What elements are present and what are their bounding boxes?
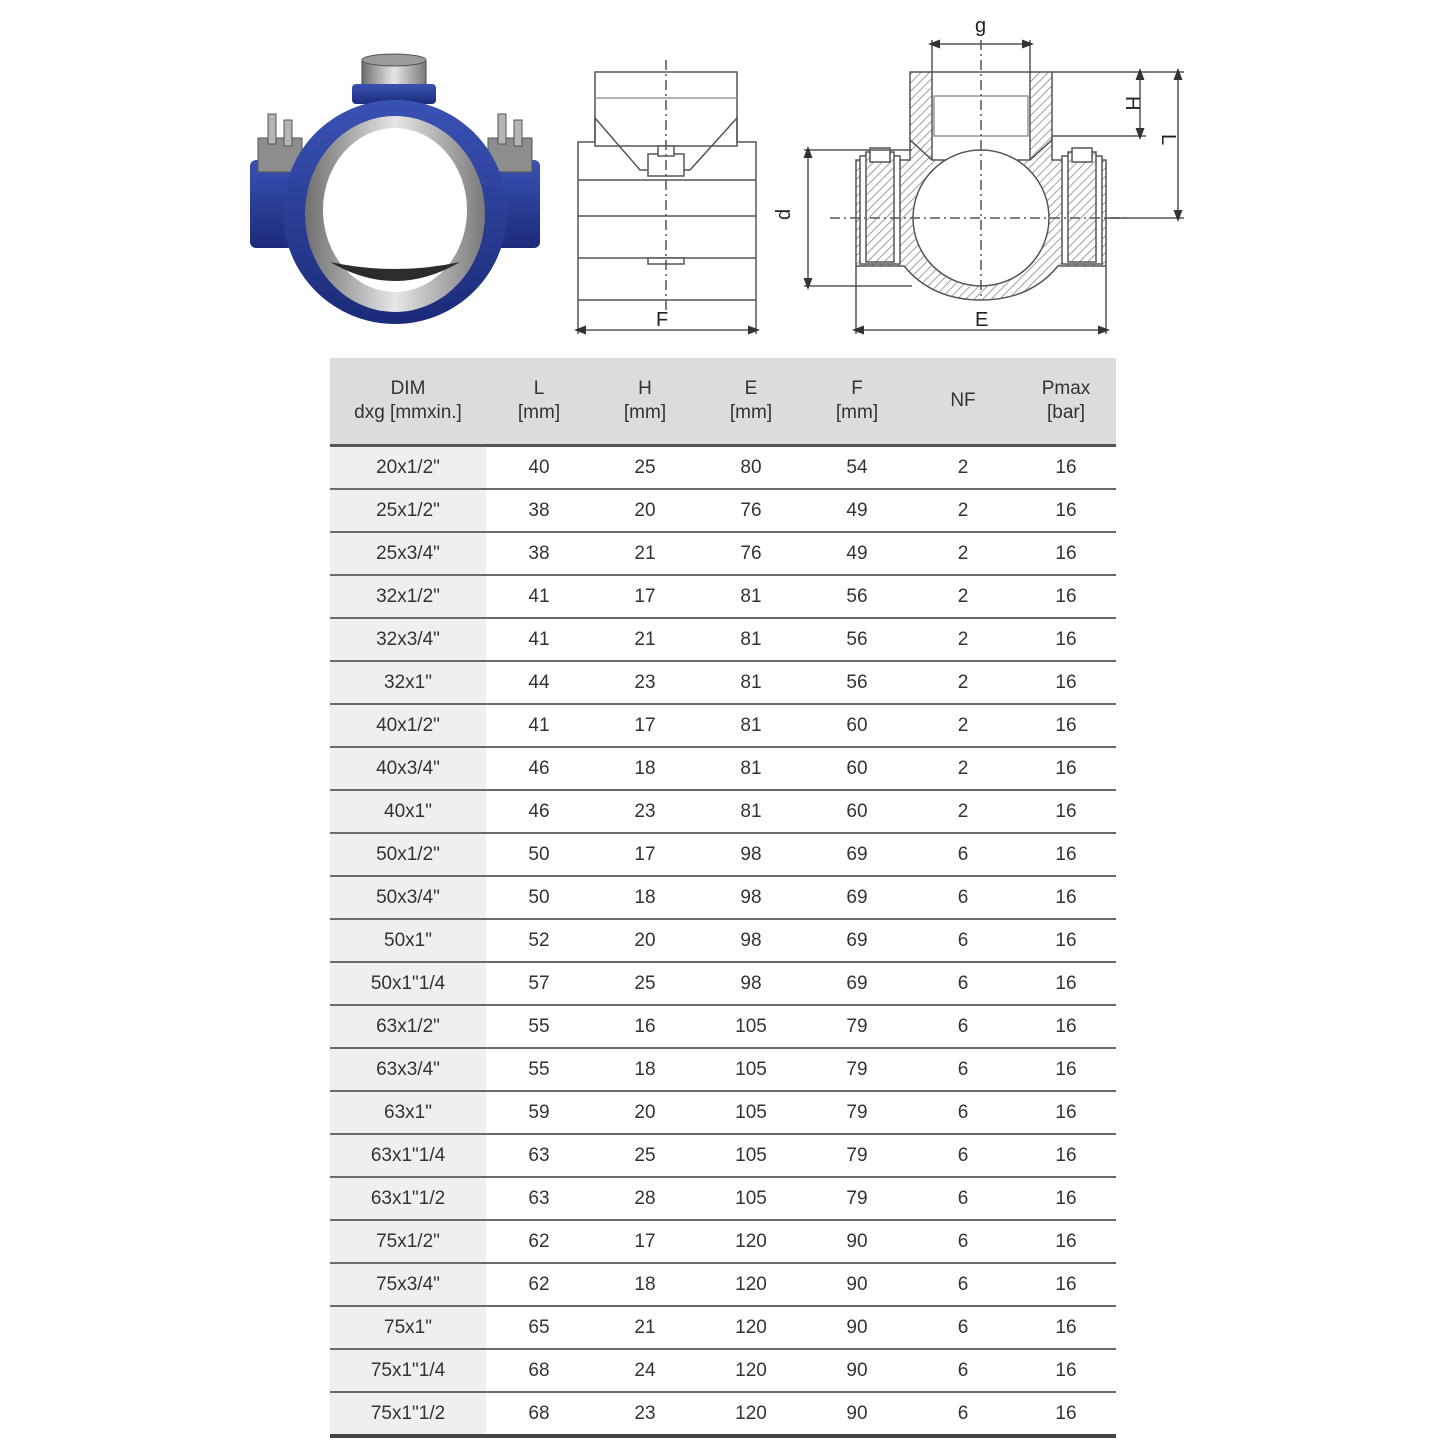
table-cell: 16 — [1016, 661, 1116, 704]
table-cell: 79 — [804, 1005, 910, 1048]
table-cell: 17 — [592, 833, 698, 876]
table-cell: 20 — [592, 919, 698, 962]
dimensions-table — [330, 358, 1116, 1438]
figure-svg — [0, 0, 1445, 350]
table-cell: 16 — [1016, 747, 1116, 790]
table-cell: 16 — [1016, 446, 1116, 490]
dim-label-h: H — [1121, 96, 1143, 111]
table-cell: 2 — [910, 489, 1016, 532]
table-cell: 98 — [698, 919, 804, 962]
table-cell: 6 — [910, 1005, 1016, 1048]
table-row — [330, 489, 1116, 532]
table-cell: 16 — [1016, 962, 1116, 1005]
table-row — [330, 1134, 1116, 1177]
cell-dim: 20x1/2" — [330, 446, 486, 490]
table-cell: 46 — [486, 790, 592, 833]
table-cell: 6 — [910, 876, 1016, 919]
table-cell: 120 — [698, 1306, 804, 1349]
table-cell: 16 — [1016, 618, 1116, 661]
cell-dim: 32x1/2" — [330, 575, 486, 618]
header-f: F [mm] — [804, 358, 910, 446]
table-cell: 55 — [486, 1005, 592, 1048]
table-row — [330, 1306, 1116, 1349]
table-row — [330, 962, 1116, 1005]
table-cell: 23 — [592, 661, 698, 704]
table-row — [330, 532, 1116, 575]
cell-dim: 63x3/4" — [330, 1048, 486, 1091]
section-view-drawing — [804, 40, 1184, 334]
table-cell: 6 — [910, 1306, 1016, 1349]
table-cell: 79 — [804, 1134, 910, 1177]
table-cell: 80 — [698, 446, 804, 490]
table-cell: 57 — [486, 962, 592, 1005]
header-e: E [mm] — [698, 358, 804, 446]
clamp-photo — [250, 54, 540, 324]
table-cell: 90 — [804, 1263, 910, 1306]
cell-dim: 40x1/2" — [330, 704, 486, 747]
table-cell: 50 — [486, 876, 592, 919]
cell-dim: 50x3/4" — [330, 876, 486, 919]
table-cell: 40 — [486, 446, 592, 490]
dim-label-e: E — [975, 309, 989, 331]
cell-dim: 63x1/2" — [330, 1005, 486, 1048]
table-cell: 120 — [698, 1349, 804, 1392]
dim-label-f: F — [656, 309, 669, 331]
table-row — [330, 704, 1116, 747]
table-cell: 16 — [1016, 1392, 1116, 1436]
table-cell: 81 — [698, 704, 804, 747]
table-cell: 23 — [592, 1392, 698, 1436]
table-cell: 69 — [804, 919, 910, 962]
cell-dim: 50x1/2" — [330, 833, 486, 876]
table-cell: 60 — [804, 747, 910, 790]
table-cell: 16 — [1016, 1306, 1116, 1349]
table-cell: 79 — [804, 1177, 910, 1220]
header-pmax: Pmax [bar] — [1016, 358, 1116, 446]
table-cell: 6 — [910, 962, 1016, 1005]
table-row — [330, 446, 1116, 490]
table-cell: 76 — [698, 489, 804, 532]
table-cell: 52 — [486, 919, 592, 962]
table-cell: 20 — [592, 1091, 698, 1134]
table-cell: 59 — [486, 1091, 592, 1134]
header-nf: NF — [910, 358, 1016, 446]
side-view-drawing — [578, 60, 756, 334]
header-dim: DIM dxg [mmxin.] — [330, 358, 486, 446]
table-cell: 56 — [804, 661, 910, 704]
table-cell: 63 — [486, 1134, 592, 1177]
table-cell: 16 — [1016, 1263, 1116, 1306]
table-row — [330, 661, 1116, 704]
cell-dim: 75x1" — [330, 1306, 486, 1349]
dim-label-d: d — [773, 208, 795, 220]
table-cell: 68 — [486, 1392, 592, 1436]
dim-label-l: L — [1157, 134, 1179, 146]
table-cell: 120 — [698, 1220, 804, 1263]
table-cell: 6 — [910, 919, 1016, 962]
cell-dim: 75x3/4" — [330, 1263, 486, 1306]
table-cell: 98 — [698, 833, 804, 876]
table-row — [330, 1048, 1116, 1091]
table-row — [330, 575, 1116, 618]
table-body — [330, 446, 1116, 1437]
table-cell: 6 — [910, 1392, 1016, 1436]
product-figure — [0, 0, 1445, 350]
table-cell: 6 — [910, 1134, 1016, 1177]
table-cell: 68 — [486, 1349, 592, 1392]
table-cell: 98 — [698, 962, 804, 1005]
table-cell: 16 — [1016, 833, 1116, 876]
table-cell: 81 — [698, 618, 804, 661]
table-cell: 2 — [910, 446, 1016, 490]
table-cell: 81 — [698, 790, 804, 833]
table-cell: 18 — [592, 876, 698, 919]
table-cell: 16 — [592, 1005, 698, 1048]
table-row — [330, 876, 1116, 919]
dim-label-g: g — [975, 15, 987, 37]
table-cell: 81 — [698, 575, 804, 618]
table-cell: 38 — [486, 532, 592, 575]
table-row — [330, 618, 1116, 661]
table-cell: 25 — [592, 446, 698, 490]
cell-dim: 75x1/2" — [330, 1220, 486, 1263]
table-cell: 18 — [592, 1263, 698, 1306]
table-cell: 62 — [486, 1263, 592, 1306]
table-cell: 2 — [910, 661, 1016, 704]
table-cell: 120 — [698, 1392, 804, 1436]
table-cell: 44 — [486, 661, 592, 704]
table-cell: 16 — [1016, 919, 1116, 962]
table-cell: 90 — [804, 1349, 910, 1392]
table-cell: 63 — [486, 1177, 592, 1220]
table-cell: 76 — [698, 532, 804, 575]
header-h: H [mm] — [592, 358, 698, 446]
table-row — [330, 833, 1116, 876]
table-cell: 98 — [698, 876, 804, 919]
table-cell: 2 — [910, 575, 1016, 618]
table-cell: 6 — [910, 1349, 1016, 1392]
table-cell: 69 — [804, 876, 910, 919]
table-cell: 56 — [804, 618, 910, 661]
table-row — [330, 747, 1116, 790]
table-cell: 25 — [592, 962, 698, 1005]
table-cell: 90 — [804, 1392, 910, 1436]
header-row — [330, 358, 1116, 446]
table-row — [330, 919, 1116, 962]
table-cell: 38 — [486, 489, 592, 532]
table-row — [330, 1349, 1116, 1392]
table-cell: 105 — [698, 1091, 804, 1134]
table-cell: 16 — [1016, 1220, 1116, 1263]
table-cell: 16 — [1016, 575, 1116, 618]
table-cell: 17 — [592, 704, 698, 747]
table-cell: 16 — [1016, 1048, 1116, 1091]
table-cell: 21 — [592, 618, 698, 661]
table-row — [330, 1263, 1116, 1306]
table-cell: 16 — [1016, 489, 1116, 532]
table-cell: 55 — [486, 1048, 592, 1091]
table-cell: 41 — [486, 618, 592, 661]
table-cell: 2 — [910, 618, 1016, 661]
table-cell: 81 — [698, 661, 804, 704]
table-cell: 6 — [910, 1048, 1016, 1091]
table-cell: 16 — [1016, 1349, 1116, 1392]
table-row — [330, 1220, 1116, 1263]
table-cell: 62 — [486, 1220, 592, 1263]
table-cell: 20 — [592, 489, 698, 532]
cell-dim: 40x3/4" — [330, 747, 486, 790]
table-cell: 105 — [698, 1048, 804, 1091]
table-row — [330, 1177, 1116, 1220]
cell-dim: 63x1"1/4 — [330, 1134, 486, 1177]
table-cell: 69 — [804, 833, 910, 876]
table-cell: 46 — [486, 747, 592, 790]
table-row — [330, 1392, 1116, 1436]
table-cell: 2 — [910, 747, 1016, 790]
table-cell: 56 — [804, 575, 910, 618]
table-cell: 16 — [1016, 1091, 1116, 1134]
cell-dim: 25x1/2" — [330, 489, 486, 532]
cell-dim: 63x1" — [330, 1091, 486, 1134]
table-cell: 16 — [1016, 704, 1116, 747]
table-cell: 6 — [910, 1220, 1016, 1263]
table-cell: 65 — [486, 1306, 592, 1349]
cell-dim: 75x1"1/2 — [330, 1392, 486, 1436]
table-row — [330, 1091, 1116, 1134]
table-cell: 105 — [698, 1177, 804, 1220]
table-cell: 23 — [592, 790, 698, 833]
table-cell: 21 — [592, 1306, 698, 1349]
table-cell: 17 — [592, 575, 698, 618]
table-cell: 2 — [910, 790, 1016, 833]
table-cell: 79 — [804, 1091, 910, 1134]
table-cell: 24 — [592, 1349, 698, 1392]
table-cell: 25 — [592, 1134, 698, 1177]
table-cell: 16 — [1016, 790, 1116, 833]
table-cell: 6 — [910, 1263, 1016, 1306]
table-cell: 21 — [592, 532, 698, 575]
table-cell: 6 — [910, 1091, 1016, 1134]
table-cell: 2 — [910, 704, 1016, 747]
table-cell: 16 — [1016, 1134, 1116, 1177]
cell-dim: 25x3/4" — [330, 532, 486, 575]
cell-dim: 50x1"1/4 — [330, 962, 486, 1005]
cell-dim: 50x1" — [330, 919, 486, 962]
cell-dim: 40x1" — [330, 790, 486, 833]
table-cell: 41 — [486, 704, 592, 747]
table-cell: 41 — [486, 575, 592, 618]
table-cell: 16 — [1016, 876, 1116, 919]
table-cell: 18 — [592, 747, 698, 790]
table-cell: 17 — [592, 1220, 698, 1263]
table-cell: 60 — [804, 790, 910, 833]
cell-dim: 32x3/4" — [330, 618, 486, 661]
table-cell: 90 — [804, 1220, 910, 1263]
table-cell: 6 — [910, 833, 1016, 876]
table-cell: 60 — [804, 704, 910, 747]
table-cell: 105 — [698, 1134, 804, 1177]
cell-dim: 63x1"1/2 — [330, 1177, 486, 1220]
table-cell: 90 — [804, 1306, 910, 1349]
table-cell: 79 — [804, 1048, 910, 1091]
cell-dim: 75x1"1/4 — [330, 1349, 486, 1392]
table-cell: 69 — [804, 962, 910, 1005]
table-header — [330, 358, 1116, 446]
table-cell: 49 — [804, 532, 910, 575]
table-cell: 16 — [1016, 1177, 1116, 1220]
table-cell: 16 — [1016, 532, 1116, 575]
header-l: L [mm] — [486, 358, 592, 446]
table-cell: 16 — [1016, 1005, 1116, 1048]
table-cell: 54 — [804, 446, 910, 490]
table-cell: 50 — [486, 833, 592, 876]
table-cell: 120 — [698, 1263, 804, 1306]
table-cell: 18 — [592, 1048, 698, 1091]
table-cell: 28 — [592, 1177, 698, 1220]
table-cell: 81 — [698, 747, 804, 790]
cell-dim: 32x1" — [330, 661, 486, 704]
table-cell: 49 — [804, 489, 910, 532]
table-cell: 105 — [698, 1005, 804, 1048]
table-row — [330, 1005, 1116, 1048]
table-cell: 6 — [910, 1177, 1016, 1220]
table-cell: 2 — [910, 532, 1016, 575]
table-row — [330, 790, 1116, 833]
